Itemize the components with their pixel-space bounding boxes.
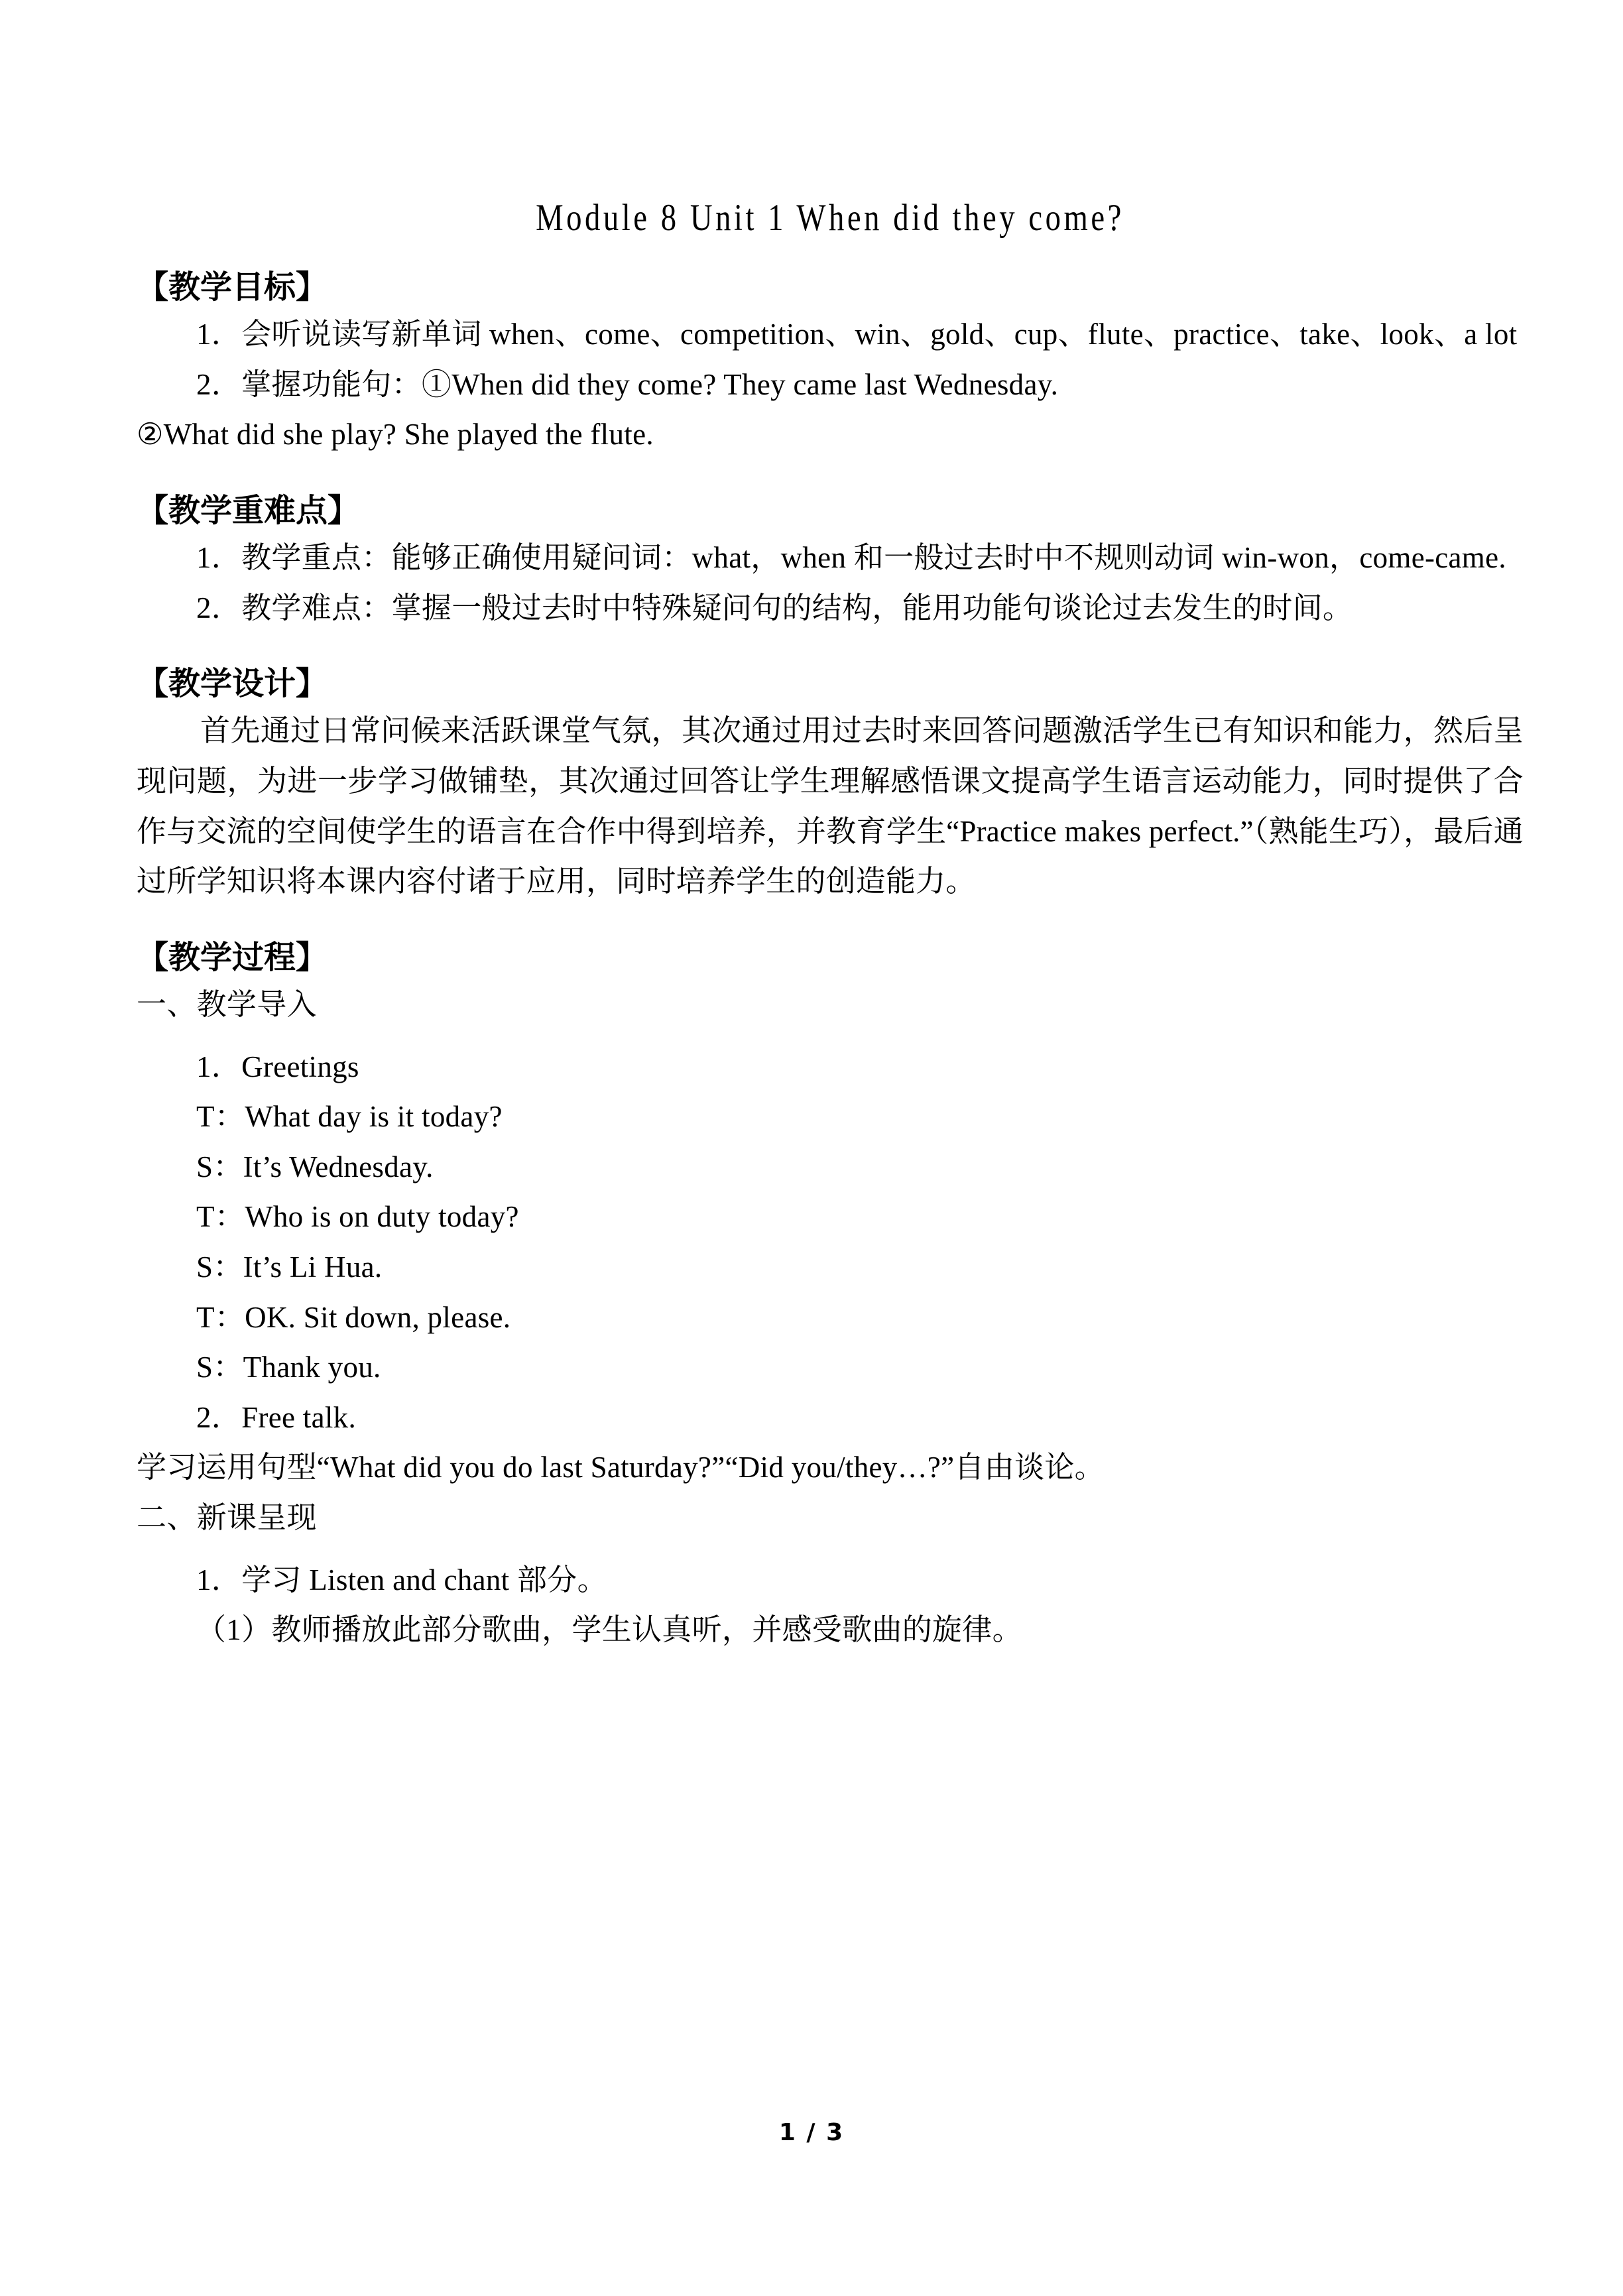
spacer [137, 1030, 1524, 1042]
page-number: 1 / 3 [778, 2119, 845, 2146]
lead-in-item-free-talk: 2．Free talk. [196, 1400, 357, 1434]
dialog-line-student-1: S：It’s Wednesday. [196, 1150, 434, 1183]
key-points-item-1: 1．教学重点：能够正确使用疑问词：what，when 和一般过去时中不规则动词 win-won，come-came. [196, 541, 1506, 575]
section-heading-key-points: 【教学重难点】 [137, 491, 360, 529]
page-title: Module 8 Unit 1 When did they come? [536, 197, 1124, 239]
subsection-title-presentation: 二、新课呈现 [137, 1500, 317, 1534]
objectives-item-2: 2．掌握功能句：①When did they come? They came last Wednesday. [196, 367, 1059, 401]
presentation-item-1-1: （1）教师播放此部分歌曲，学生认真听，并感受歌曲的旋律。 [196, 1613, 1022, 1647]
presentation-item-1: 1．学习 Listen and chant 部分。 [196, 1563, 607, 1597]
objectives-item-1: 1．会听说读写新单词 when、come、competition、win、gold、cup、flute、practice、take、look、a lot [196, 318, 1518, 351]
key-points-item-2: 2．教学难点：掌握一般过去时中特殊疑问句的结构，能用功能句谈论过去发生的时间。 [196, 591, 1353, 625]
section-heading-objectives: 【教学目标】 [137, 269, 328, 306]
dialog-line-student-3: S：Thank you. [196, 1351, 381, 1384]
document-body [137, 0, 1524, 1656]
objectives-item-3: ②What did she play? She played the flute. [137, 418, 654, 452]
dialog-line-teacher-3: T：OK. Sit down, please. [196, 1300, 511, 1334]
section-heading-procedure: 【教学过程】 [137, 938, 328, 976]
section-heading-design: 【教学设计】 [137, 665, 328, 703]
spacer [137, 1543, 1524, 1555]
dialog-line-teacher-2: T：Who is on duty today? [196, 1200, 519, 1234]
lead-in-item-greetings: 1．Greetings [196, 1050, 359, 1083]
design-paragraph: 首先通过日常问候来活跃课堂气氛，其次通过用过去时来回答问题激活学生已有知识和能力，然后呈现问题，为进一步学习做铺垫，其次通过回答让学生理解感悟课文提高学生语言运动能力，同时提供了合作与交流的空间使学生的语言在合作中得到培养，并教育学生“Practice makes perfect.”（熟能生巧），最后通过所学知识将本课内容付诸于应用，同时培养学生的创造能力。 [137, 714, 1524, 898]
dialog-line-student-2: S：It’s Li Hua. [196, 1250, 383, 1284]
dialog-line-teacher-1: T：What day is it today? [196, 1100, 503, 1134]
subsection-title-lead-in: 一、教学导入 [137, 987, 317, 1021]
lead-in-free-talk-detail: 学习运用句型“What did you do last Saturday?”“Did you/they…?”自由谈论。 [137, 1451, 1105, 1484]
